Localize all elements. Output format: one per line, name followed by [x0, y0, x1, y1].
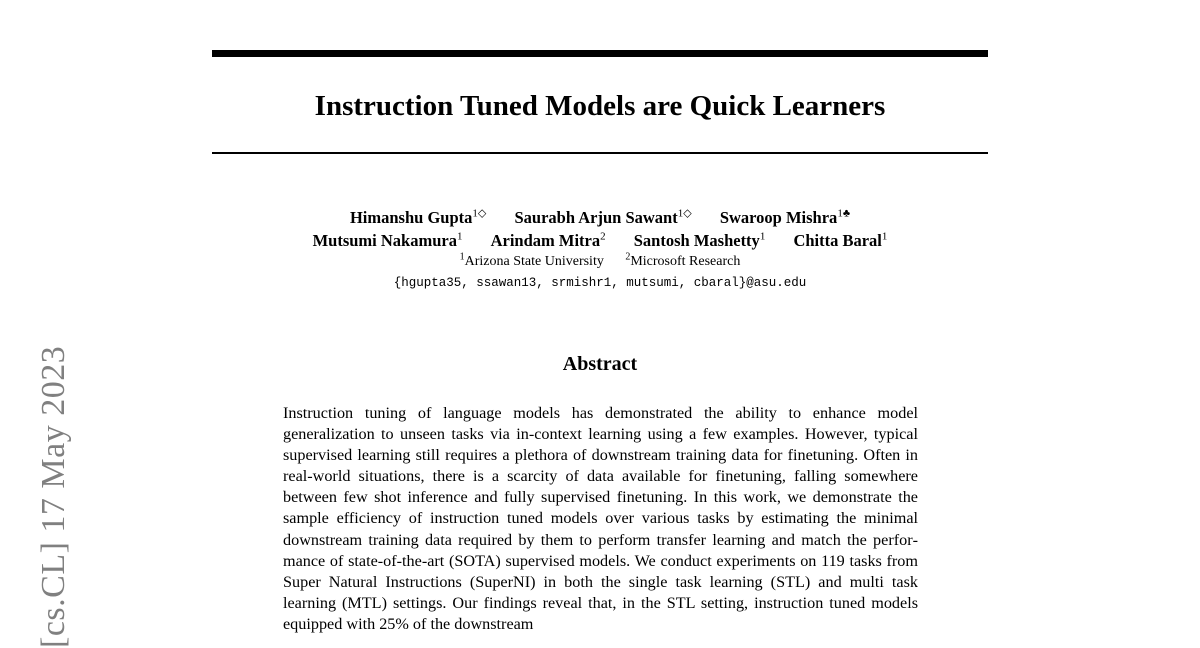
author: Mutsumi Nakamura$^1$: [312, 230, 463, 250]
arxiv-margin-stamp: [cs.CL] 17 May 2023: [35, 345, 72, 648]
author-line-2: [212, 229, 988, 252]
author-emails: {hgupta35, ssawan13, srmishr1, mutsumi, cbaral}@asu.edu: [393, 276, 807, 290]
paper-title: Instruction Tuned Models are Quick Learners: [314, 90, 886, 122]
top-thick-rule: [212, 50, 988, 57]
author: Chitta Baral$^1$: [793, 230, 888, 250]
abstract-text: Instruction tuning of language models has demonstrated the ability to enhance model generalization to unseen tasks via in-context learning using a few examples. However, typical supervised learning still requires a plethora of downstream training data for finetuning. Often in real-world situations, there is a scarcity of data available for finetuning, falling somewhere between few shot inference and fully supervised finetuning. In this work, we demonstrate the sample efficiency of instruction tuned models over various tasks by estimating the minimal downstream training data required by them to perform transfer learning and match the performance of state-of-the-art (SOTA) supervised models. We conduct experiments on 119 tasks from Super Natural Instructions (SuperNI) in both the single task learning (STL) and multi task learning (MTL) settings. Our findings reveal that, in the STL setting, instruction tuned models equipped with 25% of the downstream: [283, 404, 918, 633]
author-block: [212, 206, 988, 294]
author: Arindam Mitra$^2$: [490, 230, 606, 250]
affiliation: $^1$Arizona State University: [459, 251, 604, 269]
abstract-heading: Abstract: [562, 353, 638, 375]
author: Santosh Mashetty$^1$: [633, 230, 766, 250]
author-line-1: [212, 206, 988, 229]
author: Swaroop Mishra$^{1♣}$: [719, 207, 851, 227]
affiliation: $^2$Microsoft Research: [625, 251, 741, 269]
title-bottom-rule: [212, 152, 988, 154]
author: Himanshu Gupta$^{1◇}$: [349, 207, 487, 227]
affiliations-line: [212, 252, 988, 272]
author: Saurabh Arjun Sawant$^{1◇}$: [514, 207, 692, 227]
